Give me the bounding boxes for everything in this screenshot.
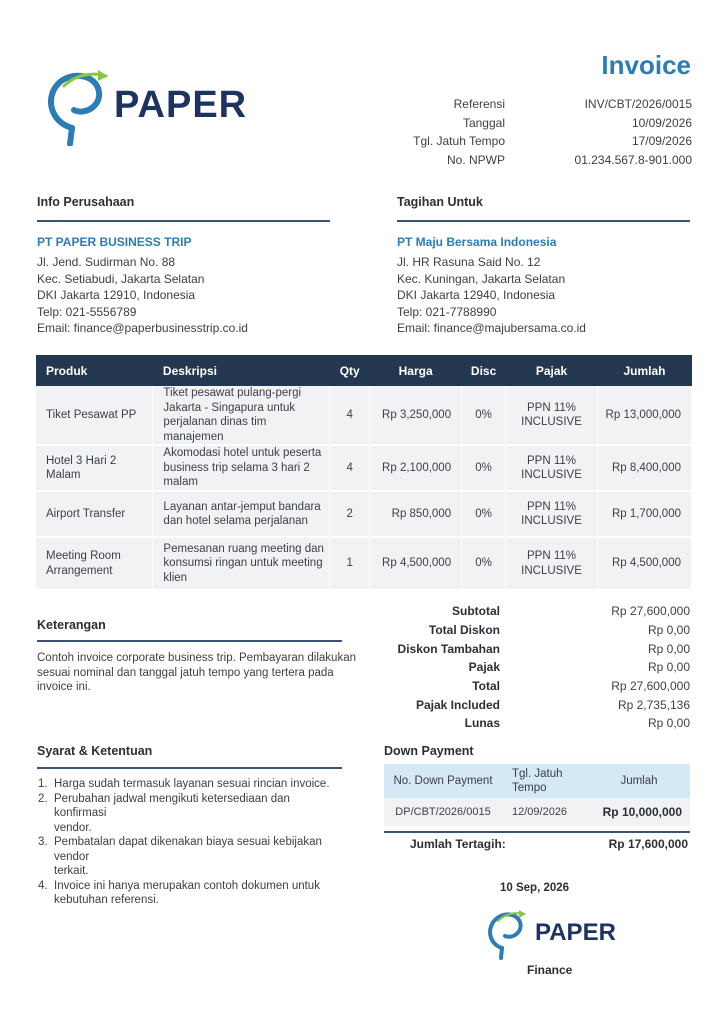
cell-jumlah: Rp 4,500,000 <box>598 537 692 590</box>
list-item <box>38 792 343 836</box>
dp-col-header-jumlah: Jumlah <box>588 764 690 798</box>
total-value: Rp 2,735,136 <box>617 697 690 712</box>
signature-date: 10 Sep, 2026 <box>500 882 570 894</box>
cell-harga: Rp 3,250,000 <box>370 386 462 445</box>
billto-name: PT Maju Bersama Indonesia <box>397 235 557 249</box>
meta-value: 01.234.567.8-901.000 <box>574 152 692 167</box>
total-row <box>380 658 690 677</box>
pajak-line: INCLUSIVE <box>521 416 582 428</box>
company-email: Email: finance@paperbusinesstrip.co.id <box>37 321 248 335</box>
total-value: Rp 0,00 <box>647 660 690 675</box>
total-row <box>380 714 690 733</box>
billto-divider <box>397 220 690 222</box>
terms-list <box>38 777 343 908</box>
total-label: Lunas <box>464 716 500 731</box>
cell-pajak <box>506 386 598 445</box>
total-value: Rp 0,00 <box>647 716 690 731</box>
notes-section-title: Keterangan <box>37 618 106 632</box>
meta-row <box>380 95 692 114</box>
list-item <box>38 777 343 792</box>
note-line: invoice ini. <box>37 681 91 693</box>
pajak-line: PPN 11% <box>527 550 577 562</box>
list-item <box>38 879 343 908</box>
dp-col-header-tgl <box>502 764 588 798</box>
term-text <box>54 835 343 879</box>
term-number: 1. <box>38 778 48 790</box>
down-payment-table <box>384 764 690 826</box>
table-row <box>36 537 692 590</box>
cell-produk <box>36 537 153 590</box>
term-line: kebutuhan referensi. <box>54 894 159 906</box>
dp-section-title: Down Payment <box>384 744 474 758</box>
col-header-produk: Produk <box>36 355 153 386</box>
table-row <box>36 445 692 491</box>
pajak-line: INCLUSIVE <box>521 564 582 577</box>
desc-line: klien <box>163 571 188 584</box>
cell-qty: 4 <box>330 445 370 491</box>
table-row <box>36 386 692 445</box>
total-label: Total <box>472 679 500 694</box>
notes-text <box>37 651 357 695</box>
col-header-pajak: Pajak <box>506 355 598 386</box>
cell-jumlah: Rp 13,000,000 <box>598 386 692 445</box>
meta-row <box>380 114 692 133</box>
signature-logo-text: PAPER <box>535 919 616 946</box>
meta-label: Tgl. Jatuh Tempo <box>413 134 505 149</box>
pajak-line: PPN 11% <box>527 454 577 467</box>
term-number: 3. <box>38 836 48 848</box>
cell-pajak <box>506 491 598 537</box>
invoice-meta <box>380 95 692 169</box>
term-text <box>54 792 343 836</box>
term-line: terkait. <box>54 865 89 877</box>
table-row <box>384 798 690 826</box>
term-text <box>54 777 330 792</box>
cell-deskripsi <box>153 445 330 491</box>
col-header-deskripsi: Deskripsi <box>153 355 330 386</box>
pajak-line: PPN 11% <box>527 500 577 513</box>
col-header-disc: Disc <box>462 355 506 386</box>
total-label: Pajak Included <box>415 697 500 712</box>
billto-info <box>397 235 697 337</box>
cell-produk: Tiket Pesawat PP <box>36 386 153 445</box>
company-address-line: Kec. Setiabudi, Jakarta Selatan <box>37 271 205 286</box>
total-value: Rp 0,00 <box>647 641 690 656</box>
invoice-title: Invoice <box>601 50 691 80</box>
company-section-title: Info Perusahaan <box>37 195 135 209</box>
term-line: Harga sudah termasuk layanan sesuai rincian invoice. <box>54 778 330 790</box>
billto-phone: Telp: 021-7788990 <box>397 304 497 319</box>
dp-header-line: Tgl. Jatuh <box>512 768 563 780</box>
desc-line: Layanan antar-jemput bandara <box>163 500 321 513</box>
total-label: Total Diskon <box>428 623 500 638</box>
cell-harga: Rp 850,000 <box>370 491 462 537</box>
cell-qty: 1 <box>330 537 370 590</box>
meta-value: 10/09/2026 <box>631 115 692 130</box>
term-number: 2. <box>38 792 48 805</box>
cell-pajak <box>506 537 598 590</box>
cell-disc: 0% <box>462 445 506 491</box>
total-label: Diskon Tambahan <box>397 641 500 656</box>
cell-jumlah: Rp 8,400,000 <box>598 445 692 491</box>
term-line: Invoice ini hanya merupakan contoh dokumen untuk <box>54 879 320 892</box>
desc-line: konsumsi ringan untuk meeting <box>163 557 323 570</box>
cell-harga: Rp 2,100,000 <box>370 445 462 491</box>
cell-disc: 0% <box>462 537 506 590</box>
table-row <box>36 491 692 537</box>
billto-section-title: Tagihan Untuk <box>397 195 483 209</box>
dp-header-row <box>384 764 690 798</box>
dp-cell-no: DP/CBT/2026/0015 <box>384 798 502 826</box>
meta-value: 17/09/2026 <box>631 134 692 149</box>
cell-pajak <box>506 445 598 491</box>
total-label: Pajak <box>468 660 500 675</box>
desc-line: Jakarta - Singapura untuk <box>163 401 296 414</box>
cell-jumlah: Rp 1,700,000 <box>598 491 692 537</box>
meta-label: No. NPWP <box>446 152 505 167</box>
desc-line: business trip selama 3 hari 2 malam <box>163 461 310 489</box>
signature-role: Finance <box>527 963 573 977</box>
dp-divider <box>384 831 690 833</box>
totals-summary <box>380 602 690 733</box>
total-value: Rp 27,600,000 <box>611 604 690 619</box>
term-text <box>54 879 320 908</box>
produk-line: Meeting Room <box>46 550 121 562</box>
items-header-row <box>36 355 692 386</box>
desc-line: Akomodasi hotel untuk peserta <box>163 447 322 460</box>
meta-row <box>380 132 692 151</box>
cell-produk: Hotel 3 Hari 2 Malam <box>36 445 153 491</box>
meta-value: INV/CBT/2026/0015 <box>584 97 692 112</box>
total-label: Subtotal <box>452 604 500 619</box>
dp-header-line: Tempo <box>512 782 547 794</box>
cell-deskripsi <box>153 537 330 590</box>
cell-disc: 0% <box>462 386 506 445</box>
desc-line: Pemesanan ruang meeting dan <box>163 542 324 555</box>
meta-row <box>380 151 692 170</box>
dp-cell-tgl: 12/09/2026 <box>502 798 588 826</box>
total-value: Rp 0,00 <box>647 623 690 638</box>
pajak-line: INCLUSIVE <box>521 469 582 481</box>
total-row <box>380 695 690 714</box>
billto-address-line: Kec. Kuningan, Jakarta Selatan <box>397 271 566 286</box>
company-name: PT PAPER BUSINESS TRIP <box>37 235 192 249</box>
company-phone: Telp: 021-5556789 <box>37 304 137 319</box>
term-number: 4. <box>38 879 48 892</box>
items-table <box>36 355 692 591</box>
logo-text: PAPER <box>114 84 248 126</box>
total-row <box>380 639 690 658</box>
note-line: Contoh invoice corporate business trip. Pembayaran dilakukan <box>37 652 356 664</box>
col-header-jumlah: Jumlah <box>598 355 692 386</box>
term-line: Perubahan jadwal mengikuti ketersediaan dan konfirmasi <box>54 792 290 819</box>
meta-label: Tanggal <box>462 115 505 130</box>
col-header-harga: Harga <box>370 355 462 386</box>
billto-address-line: DKI Jakarta 12940, Indonesia <box>397 288 556 302</box>
company-info <box>37 235 337 337</box>
terms-divider <box>37 767 342 769</box>
total-row <box>380 677 690 696</box>
desc-line: perjalanan dinas tim manajemen <box>163 416 267 443</box>
company-address-line: Jl. Jend. Sudirman No. 88 <box>37 255 176 269</box>
dp-col-header-no: No. Down Payment <box>384 764 502 798</box>
pajak-line: INCLUSIVE <box>521 515 582 527</box>
desc-line: dan hotel selama perjalanan <box>163 515 308 527</box>
paper-logo-small-icon <box>486 908 530 960</box>
terms-section-title: Syarat & Ketentuan <box>37 744 153 758</box>
produk-line: Arrangement <box>46 564 113 577</box>
company-divider <box>37 220 330 222</box>
amount-due-label: Jumlah Tertagih: <box>410 837 506 851</box>
notes-divider <box>37 640 342 642</box>
list-item <box>38 835 343 879</box>
cell-produk: Airport Transfer <box>36 491 153 537</box>
total-row <box>380 602 690 621</box>
cell-disc: 0% <box>462 491 506 537</box>
billto-email: Email: finance@majubersama.co.id <box>397 321 586 335</box>
total-value: Rp 27,600,000 <box>611 679 690 694</box>
note-line: sesuai nominal dan tanggal jatuh tempo yang tertera pada <box>37 666 334 679</box>
cell-deskripsi <box>153 386 330 445</box>
term-line: Pembatalan dapat dikenakan biaya sesuai kebijakan vendor <box>54 836 322 863</box>
desc-line: Tiket pesawat pulang-pergi <box>163 387 302 399</box>
cell-harga: Rp 4,500,000 <box>370 537 462 590</box>
cell-qty: 4 <box>330 386 370 445</box>
col-header-qty: Qty <box>330 355 370 386</box>
company-address-line: DKI Jakarta 12910, Indonesia <box>37 288 196 302</box>
paper-logo-icon <box>42 66 122 146</box>
billto-address-line: Jl. HR Rasuna Said No. 12 <box>397 255 541 269</box>
meta-label: Referensi <box>453 97 505 112</box>
cell-deskripsi <box>153 491 330 537</box>
amount-due-value: Rp 17,600,000 <box>608 837 688 851</box>
term-line: vendor. <box>54 821 92 834</box>
pajak-line: PPN 11% <box>527 401 577 414</box>
cell-qty: 2 <box>330 491 370 537</box>
total-row <box>380 621 690 640</box>
dp-cell-jumlah: Rp 10,000,000 <box>588 798 690 826</box>
